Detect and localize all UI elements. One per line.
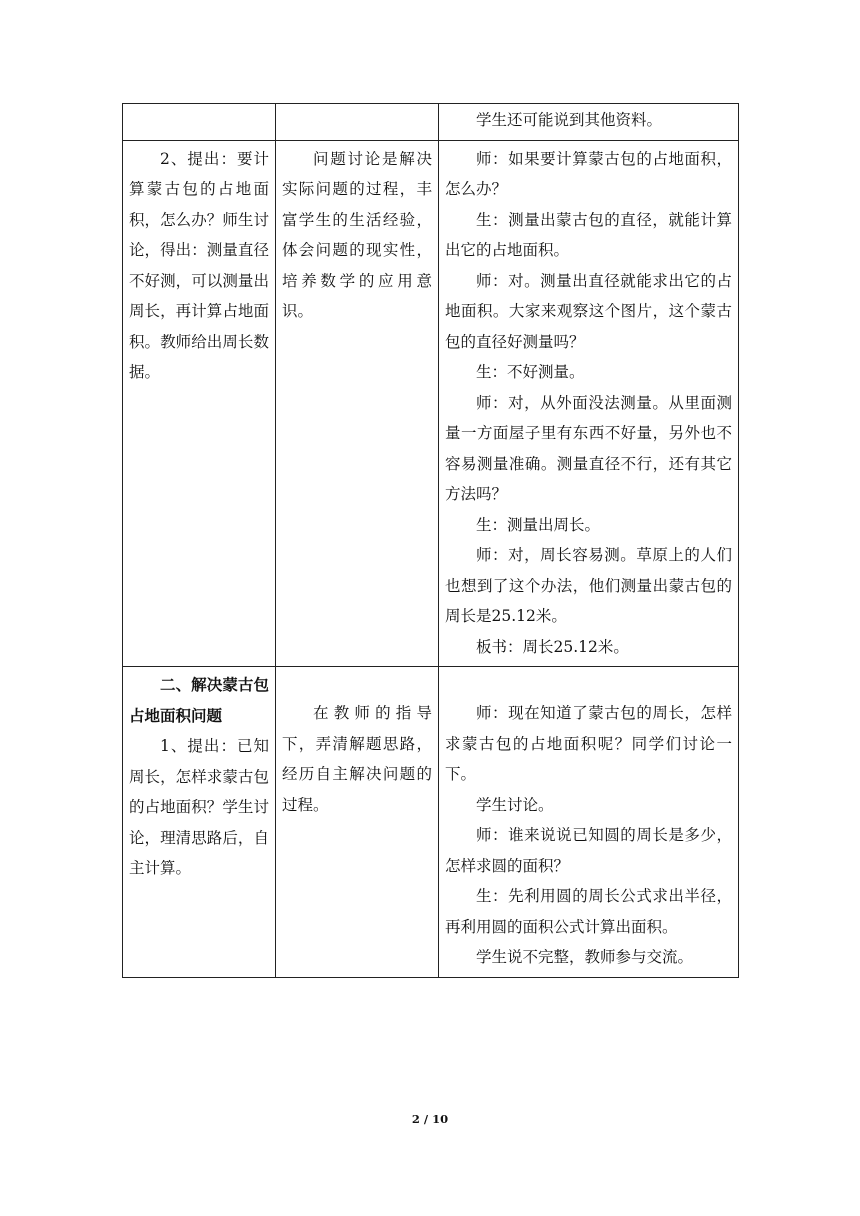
design-intent-text: 在教师的指导下，弄清解题思路，经历自主解决问题的过程。 (282, 704, 432, 814)
dialogue-line: 学生还可能说到其他资料。 (476, 111, 663, 129)
dialogue-line: 学生讨论。 (476, 795, 554, 814)
table-cell (123, 667, 276, 978)
table-row (123, 104, 739, 141)
section-heading: 二、解决蒙古包占地面积问题 (129, 675, 269, 725)
table-cell (276, 104, 439, 141)
table-cell (123, 140, 276, 667)
table-cell (439, 667, 739, 978)
dialogue-line: 师：谁来说说已知圆的周长是多少，怎样求圆的面积？ (445, 826, 732, 875)
table-cell (276, 667, 439, 978)
dialogue-line: 师：对。测量出直径就能求出它的占地面积。大家来观察这个图片，这个蒙古包的直径好测量吗？ (445, 271, 732, 351)
activity-text: 2、提出：要计算蒙古包的占地面积，怎么办？师生讨论，得出：测量直径不好测，可以测量出周长，再计算占地面积。教师给出周长数据。 (129, 149, 269, 381)
design-intent-text: 问题讨论是解决实际问题的过程，丰富学生的生活经验，体会问题的现实性，培养数学的应用意识。 (282, 149, 432, 320)
dialogue-line: 师：如果要计算蒙古包的占地面积，怎么办？ (445, 149, 732, 198)
lesson-plan-table (122, 103, 739, 978)
activity-text: 1、提出：已知周长，怎样求蒙古包的占地面积？学生讨论，理清思路后，自主计算。 (129, 737, 269, 877)
table-cell (123, 104, 276, 141)
dialogue-line: 板书：周长25.12米。 (476, 637, 629, 656)
dialogue-line: 学生说不完整，教师参与交流。 (476, 948, 694, 966)
table-row (123, 667, 739, 978)
table-row (123, 140, 739, 667)
dialogue-line: 生：先利用圆的周长公式求出半径，再利用圆的面积公式计算出面积。 (445, 887, 732, 936)
dialogue-line: 生：不好测量。 (476, 363, 585, 381)
table-cell (439, 140, 739, 667)
table-cell (439, 104, 739, 141)
dialogue-line: 师：对，从外面没法测量。从里面测量一方面屋子里有东西不好量，另外也不容易测量准确。测量直径不行，还有其它方法吗？ (445, 393, 732, 503)
page-number: 2 / 10 (411, 1112, 449, 1126)
dialogue-line: 师：现在知道了蒙古包的周长，怎样求蒙古包的占地面积呢？同学们讨论一下。 (445, 704, 732, 783)
dialogue-line: 生：测量出蒙古包的直径，就能计算出它的占地面积。 (445, 210, 732, 259)
dialogue-line: 生：测量出周长。 (476, 515, 601, 534)
dialogue-line: 师：对，周长容易测。草原上的人们也想到了这个办法，他们测量出蒙古包的周长是25.12米。 (445, 546, 732, 625)
table-cell (276, 140, 439, 667)
